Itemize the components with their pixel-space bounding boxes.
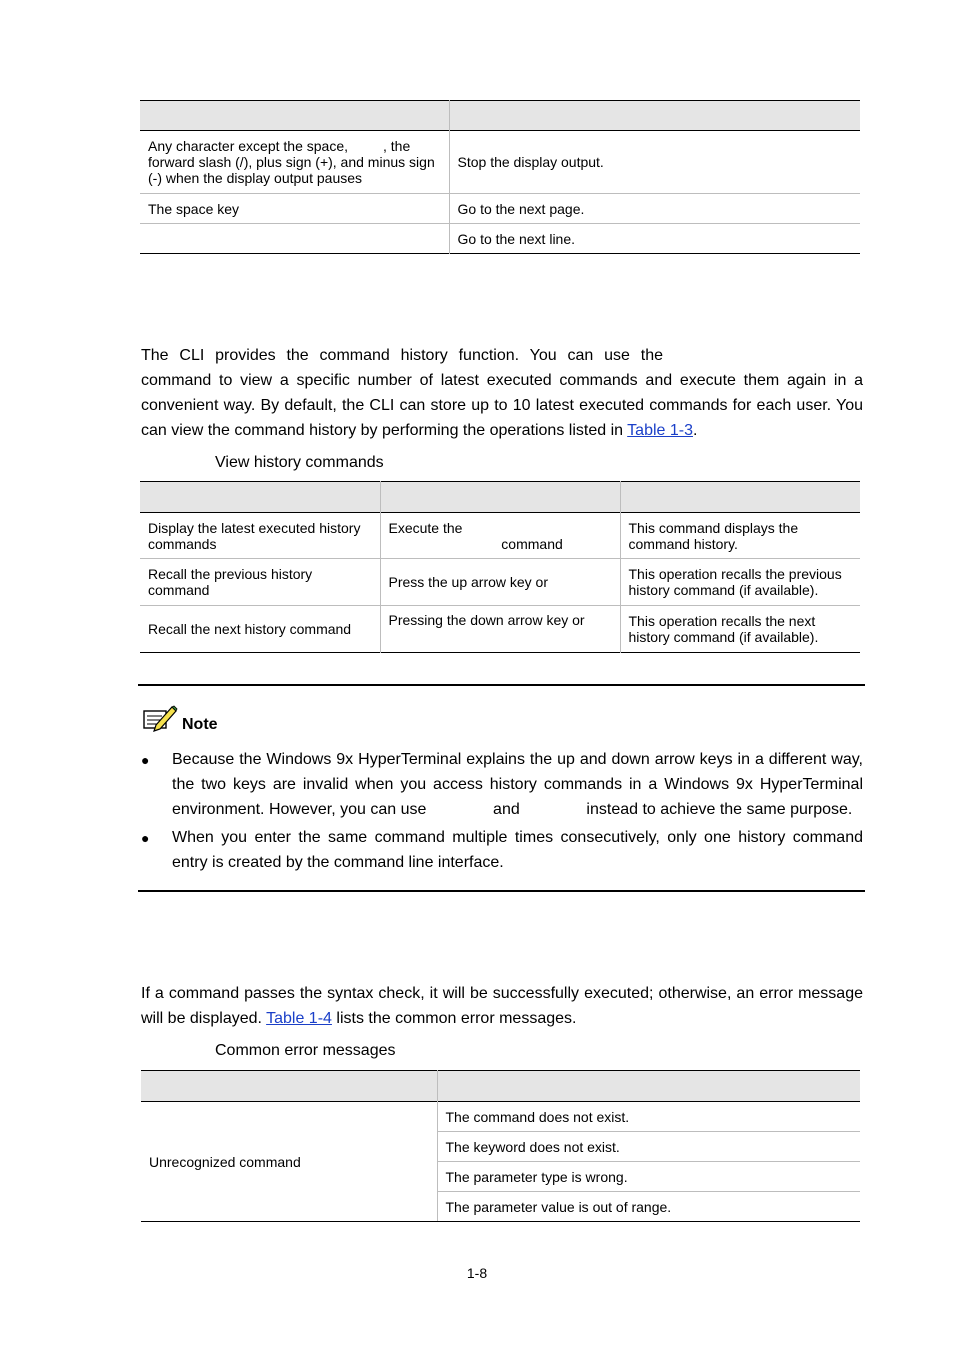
table-cell: Go to the next line. xyxy=(457,230,576,247)
table-row xyxy=(141,1102,860,1132)
table-cell: Recall the next history command xyxy=(140,606,380,653)
table-cell: The keyword does not exist. xyxy=(445,1138,620,1155)
table-row xyxy=(140,194,860,224)
table-history-commands xyxy=(140,481,860,653)
table-header-cell xyxy=(449,101,860,131)
note-bottom-rule xyxy=(138,890,865,892)
table-header-cell xyxy=(141,1071,437,1102)
table-header-cell xyxy=(437,1071,860,1102)
table-header-cell xyxy=(140,101,449,131)
table-cell xyxy=(140,224,449,254)
note-bullet-2: When you enter the same command multiple times consecutively, only one history command entry is created by the command line interface. xyxy=(172,829,863,871)
note-icon xyxy=(142,703,178,733)
table-row xyxy=(140,559,860,606)
table-header-cell xyxy=(140,482,380,513)
errors-text-after: lists the common error messages. xyxy=(336,1010,577,1027)
table-1-4-link[interactable]: Table 1-4 xyxy=(266,1010,332,1027)
table-caption-errors: Common error messages xyxy=(215,1042,396,1059)
table-row xyxy=(140,131,860,194)
table-header-cell xyxy=(380,482,620,513)
history-period: . xyxy=(693,422,698,439)
table-cell: Any character except the space, , the forward slash (/), plus sign (+), and minus sign (-) when the display output pauses xyxy=(140,131,449,194)
table-cell: Recall the previous history command xyxy=(140,559,380,606)
page-number: 1-8 xyxy=(466,1265,488,1281)
table-row xyxy=(140,606,860,653)
table-cell: The parameter type is wrong. xyxy=(445,1168,628,1185)
history-text-before: The CLI provides the command history function. You can use the xyxy=(141,347,663,364)
table-cell: Unrecognized command xyxy=(141,1102,437,1222)
bullet-dot: ● xyxy=(141,830,150,846)
table-cell: This operation recalls the next history command (if available). xyxy=(628,613,819,645)
table-cell: Stop the display output. xyxy=(457,154,604,170)
table-header-cell xyxy=(620,482,860,513)
table-cell: This operation recalls the previous history command (if available). xyxy=(628,566,842,598)
table-error-messages xyxy=(141,1070,860,1222)
note-bullet-1: Because the Windows 9x HyperTerminal explains the up and down arrow keys in a different way, the two keys are invalid when you access history commands in a Windows 9x HyperTerminal environment. However, you can use and instead to achieve the same purpose. xyxy=(172,751,863,818)
errors-paragraph xyxy=(141,981,863,1031)
table-cell: The command does not exist. xyxy=(445,1108,630,1125)
errors-text-before: If a command passes the syntax check, it will be successfully executed; otherwise, an error message will be displayed. xyxy=(141,985,863,1027)
history-text-after: command to view a specific number of latest executed commands and execute them again in a convenient way. By default, the CLI can store up to 10 latest executed commands for each user. You can view the command history by performing the operations listed in xyxy=(141,372,863,439)
table-row xyxy=(140,224,860,254)
note-label: Note xyxy=(182,716,218,733)
table-cell: The space key xyxy=(140,194,449,224)
table-cell: Go to the next page. xyxy=(457,200,585,217)
table-cell: Display the latest executed history commands xyxy=(140,513,380,559)
table-display-keys xyxy=(140,100,860,254)
table-cell: Execute the command xyxy=(380,513,620,559)
table-row xyxy=(140,513,860,559)
table-cell: This command displays the command history. xyxy=(628,519,799,552)
note-top-rule xyxy=(138,684,865,686)
table-caption-history: View history commands xyxy=(215,454,384,471)
table-1-3-link[interactable]: Table 1-3 xyxy=(627,422,693,439)
table-cell: Pressing the down arrow key or xyxy=(380,606,620,653)
history-paragraph xyxy=(141,343,863,443)
table-cell: The parameter value is out of range. xyxy=(445,1198,672,1215)
bullet-dot: ● xyxy=(141,752,150,768)
table-cell: Press the up arrow key or xyxy=(380,559,620,606)
